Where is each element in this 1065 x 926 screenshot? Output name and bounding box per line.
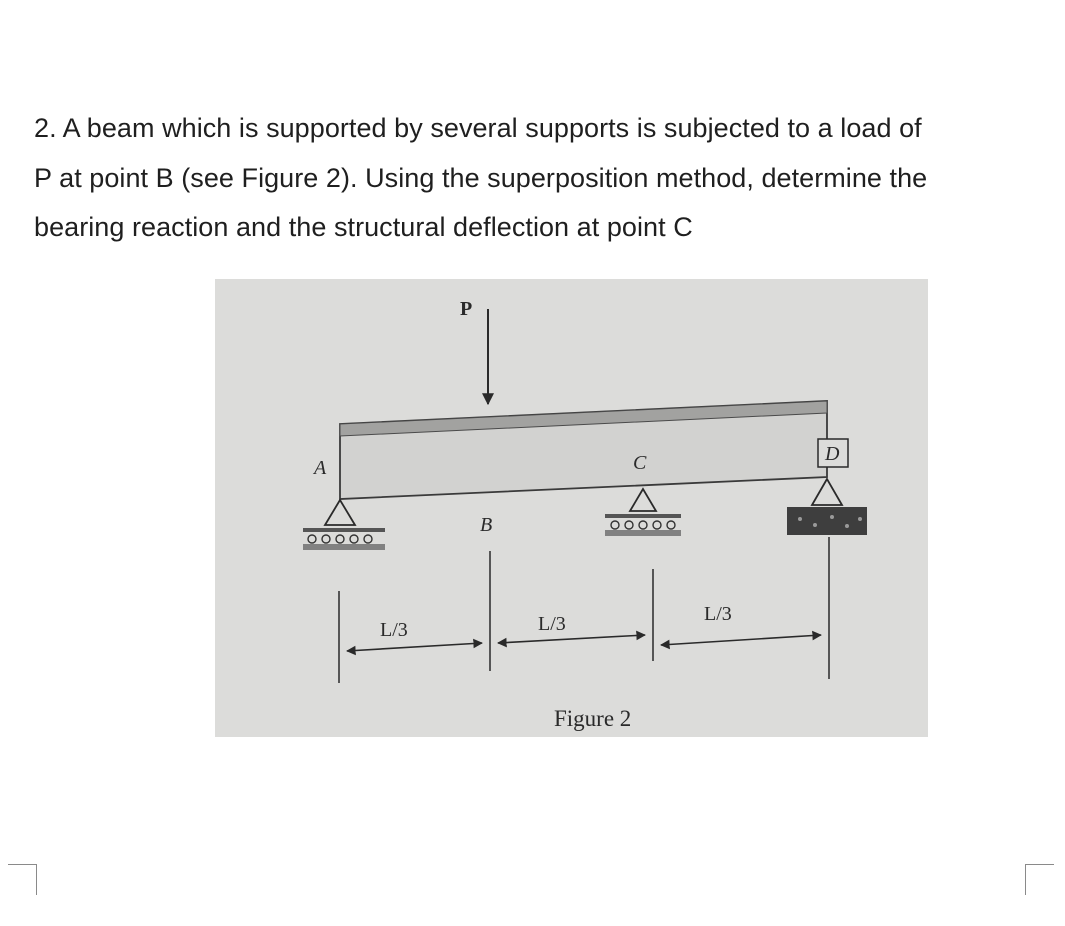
point-c-label: C xyxy=(633,452,647,474)
problem-line-2: P at point B (see Figure 2). Using the superposition method, determine the xyxy=(34,162,928,193)
support-a-rollers xyxy=(308,535,372,543)
beam-figure-photo xyxy=(215,279,928,737)
point-b-label: B xyxy=(480,514,493,536)
support-c-triangle xyxy=(630,489,656,511)
support-d-triangle xyxy=(812,479,842,505)
problem-line-1: 2. A beam which is supported by several supports is subjected to a load of xyxy=(34,113,922,143)
support-a-ground xyxy=(303,544,385,550)
span-label-2: L/3 xyxy=(538,613,566,635)
dimension-arrow-bc xyxy=(498,635,645,643)
problem-statement xyxy=(34,104,1044,253)
support-c-ground xyxy=(605,530,681,536)
problem-line-3: bearing reaction and the structural deflection at point C xyxy=(34,212,693,242)
dimension-arrow-cd xyxy=(661,635,821,645)
load-label: P xyxy=(460,298,473,320)
span-label-1: L/3 xyxy=(380,619,408,641)
support-c-rollers xyxy=(611,521,675,529)
point-a-label: A xyxy=(314,457,327,479)
corner-crop-mark-right xyxy=(1025,864,1054,895)
support-a-base xyxy=(303,528,385,532)
support-c-base xyxy=(605,514,681,518)
corner-crop-mark-left xyxy=(8,864,37,895)
support-d-fixed-ground xyxy=(787,507,867,535)
point-d-label: D xyxy=(825,443,840,465)
beam-diagram xyxy=(215,279,928,737)
support-a-triangle xyxy=(325,500,355,525)
dimension-arrow-ab xyxy=(347,643,482,651)
figure-caption: Figure 2 xyxy=(554,706,632,731)
span-label-3: L/3 xyxy=(704,603,732,625)
